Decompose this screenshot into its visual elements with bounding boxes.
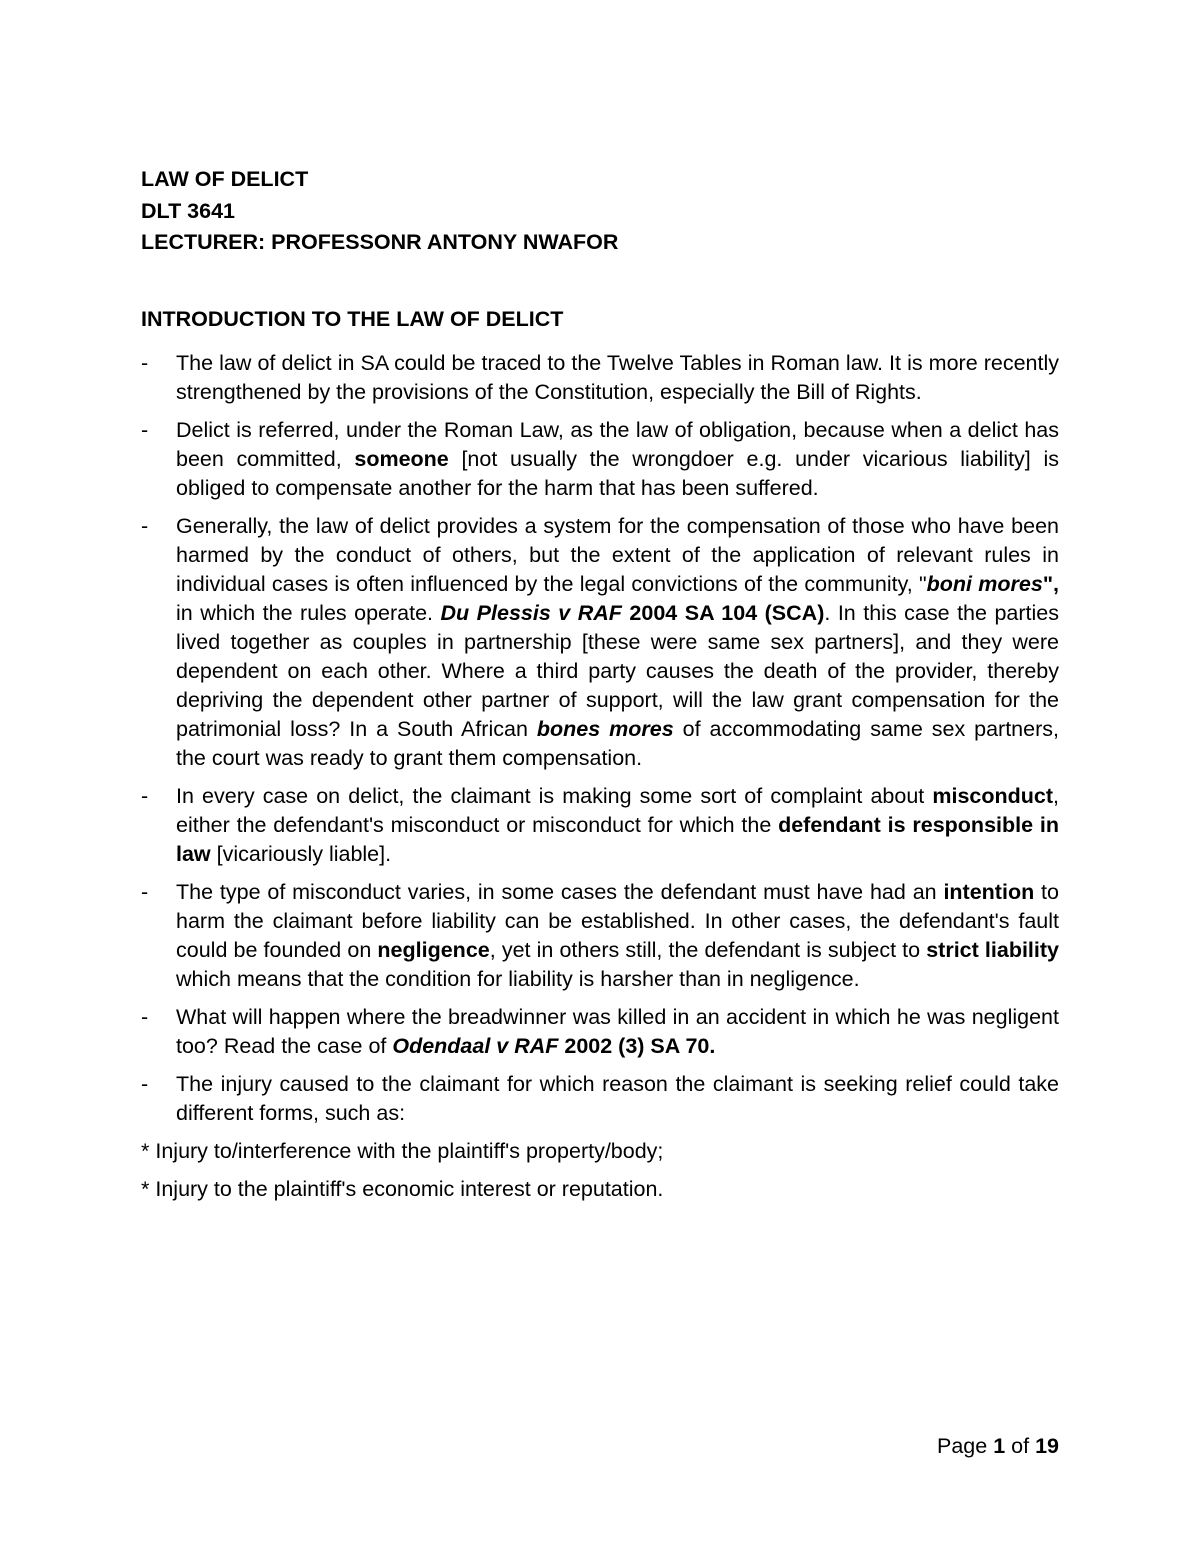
bullet-text: The law of delict in SA could be traced to the Twelve Tables in Roman law. It is more recently strengthened by the provisions of the Constitution, especially the Bill of Rights. — [176, 351, 1059, 404]
bullet-item-obligation — [141, 416, 1059, 503]
star-marker: * — [141, 1177, 150, 1201]
star-marker: * — [141, 1139, 150, 1163]
page-current: 1 — [993, 1434, 1006, 1458]
page-total: 19 — [1035, 1434, 1059, 1458]
bullet-text: [not usually the wrongdoer e.g. under vicarious liability] is obliged to compensate another for the harm that has been suffered. — [176, 447, 1060, 500]
case-citation: 2002 (3) SA 70. — [558, 1034, 716, 1058]
lecturer-line: LECTURER: PROFESSONR ANTONY NWAFOR — [141, 230, 619, 254]
course-title: LAW OF DELICT — [141, 167, 309, 191]
bullet-text: , either the defendant's misconduct or misconduct for which the — [176, 784, 1059, 837]
bullet-item-boni-mores — [141, 512, 1059, 773]
bullet-item-origins — [141, 349, 1059, 407]
page-number-footer — [937, 1432, 1059, 1460]
star-text: Injury to the plaintiff's economic interest or reputation. — [155, 1177, 664, 1201]
bullet-dash: - — [141, 1005, 149, 1029]
case-citation: 2004 SA 104 (SCA) — [621, 601, 825, 625]
star-text: Injury to/interference with the plaintiff's property/body; — [155, 1139, 664, 1163]
bullet-item-injury-forms — [141, 1070, 1059, 1128]
bullet-dash: - — [141, 1072, 149, 1096]
of-word: of — [1011, 1434, 1030, 1458]
bullet-text: What will happen where the breadwinner was killed in an accident in which he was negligent too? Read the case of — [176, 1005, 1059, 1058]
bullet-dash: - — [141, 351, 149, 375]
bold-punctuation: ", — [1042, 572, 1059, 596]
bullet-text: to harm the claimant before liability can be established. In other cases, the defendant's fault could be founded on — [176, 880, 1059, 962]
bullet-text: Generally, the law of delict provides a system for the compensation of those who have been harmed by the conduct of others, but the extent of the application of relevant rules in individual cases is often influenced by the legal convictions of the community, " — [176, 514, 1059, 596]
case-name-odendaal: Odendaal v RAF — [392, 1034, 559, 1058]
bullet-text: of accommodating same sex partners, the court was ready to grant them compensation. — [176, 717, 1059, 770]
bullet-text: The type of misconduct varies, in some cases the defendant must have had an — [176, 880, 944, 904]
bold-term-defendant-responsible: defendant is responsible in law — [176, 813, 1059, 866]
bold-term-negligence: negligence — [377, 938, 490, 962]
bullet-dash: - — [141, 418, 149, 442]
bullet-dash: - — [141, 880, 149, 904]
document-header — [141, 164, 618, 259]
latin-term-boni-mores: boni mores — [926, 572, 1043, 596]
course-code: DLT 3641 — [141, 198, 235, 223]
bold-term-strict-liability: strict liability — [926, 938, 1059, 962]
star-item-economic — [141, 1175, 1059, 1204]
bullet-text: The injury caused to the claimant for which reason the claimant is seeking relief could take different forms, such as: — [176, 1072, 1059, 1125]
bullet-item-breadwinner — [141, 1003, 1059, 1061]
bullet-text: . In this case the parties lived together as couples in partnership [these were same sex partners], and they were dependent on each other. Where a third party causes the death of the provider, thereby depriving the dependent other partner of support, will the law grant compensation for the patrimonial loss? In a South African — [176, 601, 1059, 741]
bullet-dash: - — [141, 784, 149, 808]
bullet-list — [141, 349, 1059, 1213]
section-title: INTRODUCTION TO THE LAW OF DELICT — [141, 307, 564, 331]
case-name-du-plessis: Du Plessis v RAF — [440, 601, 622, 625]
bold-term-intention: intention — [943, 880, 1035, 904]
bullet-item-fault-types — [141, 878, 1059, 994]
bullet-text: [vicariously liable]. — [210, 842, 392, 866]
bold-term-someone: someone — [354, 447, 449, 471]
bullet-dash: - — [141, 514, 149, 538]
star-item-property — [141, 1137, 1059, 1166]
bullet-text: Delict is referred, under the Roman Law, as the law of obligation, because when a delict has been committed, — [176, 418, 1059, 471]
bold-term-misconduct: misconduct — [932, 784, 1054, 808]
bullet-text: in which the rules operate. — [176, 601, 441, 625]
bullet-item-misconduct — [141, 782, 1059, 869]
latin-term-bones-mores: bones mores — [536, 717, 674, 741]
bullet-text: In every case on delict, the claimant is making some sort of complaint about — [176, 784, 933, 808]
page-word: Page — [937, 1434, 988, 1458]
bullet-text: which means that the condition for liability is harsher than in negligence. — [176, 967, 860, 991]
bullet-text: , yet in others still, the defendant is subject to — [489, 938, 927, 962]
